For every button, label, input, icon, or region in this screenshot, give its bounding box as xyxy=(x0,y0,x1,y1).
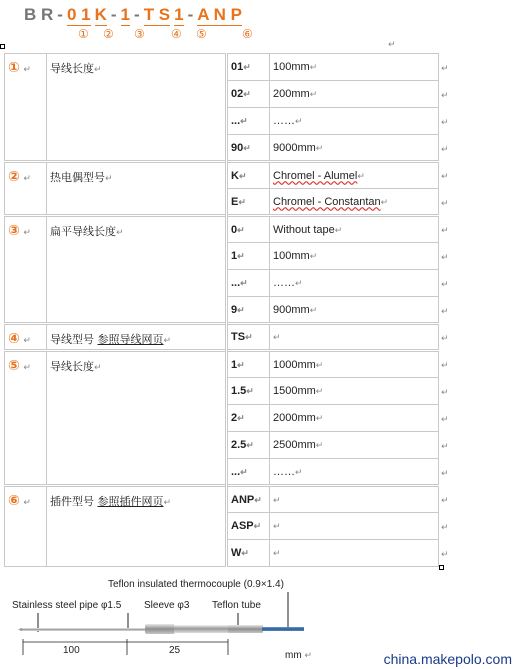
marker-1: ① xyxy=(78,27,89,41)
code-part: 1 xyxy=(174,5,184,24)
option-code: ... xyxy=(231,465,241,478)
return-mark: ↵ xyxy=(441,468,449,479)
option-code-cell xyxy=(227,243,270,270)
option-value-cell xyxy=(270,162,439,189)
return-mark: ↵ xyxy=(441,225,449,236)
return-mark: ↵ xyxy=(295,116,303,126)
option-value-cell xyxy=(270,351,439,378)
option-code: 2.5 xyxy=(231,439,247,451)
option-value: 2000mm xyxy=(273,412,316,424)
steel-pipe xyxy=(20,628,146,631)
table-row xyxy=(5,351,442,378)
option-code: K xyxy=(231,169,239,182)
code-part: B R xyxy=(24,5,54,24)
option-code-cell xyxy=(227,81,270,108)
return-mark: ↵ xyxy=(441,144,449,155)
return-mark: ↵ xyxy=(441,360,449,371)
position-markers xyxy=(0,27,518,43)
reference-link[interactable]: 参照插件网页 xyxy=(97,495,164,508)
option-value-cell xyxy=(270,459,439,486)
return-mark: ↵ xyxy=(116,228,124,238)
option-code-cell xyxy=(227,459,270,486)
option-code: 01 xyxy=(231,61,244,73)
option-value: Without tape xyxy=(273,223,335,236)
return-mark: ↵ xyxy=(315,413,324,423)
return-mark: ↵ xyxy=(441,495,449,506)
option-code: 1 xyxy=(231,250,238,262)
spec-table xyxy=(4,53,449,567)
group-description: 热电偶型号 xyxy=(50,171,105,184)
option-value: …… xyxy=(273,465,295,478)
group-marker-cell xyxy=(5,351,47,486)
option-value-cell xyxy=(270,432,439,459)
return-mark: ↵ xyxy=(237,413,245,423)
option-code: TS xyxy=(231,331,246,343)
code-part: 1 xyxy=(120,5,131,24)
return-mark: ↵ xyxy=(163,498,172,508)
return-mark: ↵ xyxy=(237,359,245,370)
group-marker-cell xyxy=(5,216,47,324)
option-value-cell xyxy=(270,378,439,405)
option-value: 900mm xyxy=(273,303,310,316)
row-end-mark-cell xyxy=(439,270,449,297)
return-mark: ↵ xyxy=(238,170,247,181)
return-mark: ↵ xyxy=(254,494,262,505)
return-mark: ↵ xyxy=(309,62,318,72)
option-value: 2500mm xyxy=(273,439,316,451)
return-mark: ↵ xyxy=(237,251,245,261)
option-value: 200mm xyxy=(273,88,310,100)
sleeve-end xyxy=(228,625,263,633)
group-marker-cell xyxy=(5,162,47,216)
return-mark: ↵ xyxy=(23,174,31,184)
group-description-cell xyxy=(47,162,227,216)
return-mark: ↵ xyxy=(246,386,254,396)
table-row xyxy=(5,486,442,513)
return-mark: ↵ xyxy=(295,278,303,288)
return-mark: ↵ xyxy=(94,363,102,373)
dimension-25: 25 xyxy=(169,645,181,656)
option-code: 9 xyxy=(231,303,238,316)
option-code-cell xyxy=(227,108,270,135)
return-mark: ↵ xyxy=(295,466,303,477)
option-code-cell xyxy=(227,540,270,567)
option-code-cell xyxy=(227,216,270,243)
return-mark: ↵ xyxy=(245,332,253,342)
row-end-mark-cell xyxy=(439,108,449,135)
watermark: china.makepolo.com xyxy=(383,651,512,667)
return-mark: ↵ xyxy=(240,278,248,288)
option-value: 100mm xyxy=(273,250,310,262)
option-code: 0 xyxy=(231,223,238,236)
group-description: 导线长度 xyxy=(50,360,94,373)
option-code: 02 xyxy=(231,88,244,100)
option-value: 1500mm xyxy=(273,385,316,397)
return-mark: ↵ xyxy=(441,63,449,74)
return-mark: ↵ xyxy=(23,336,31,346)
option-value-cell xyxy=(270,540,439,567)
marker-2: ② xyxy=(103,27,114,41)
option-code: ... xyxy=(231,277,241,289)
group-description: 扁平导线长度 xyxy=(50,225,116,238)
return-mark: ↵ xyxy=(309,89,318,99)
option-code-cell xyxy=(227,351,270,378)
return-mark: ↵ xyxy=(441,414,449,425)
group-marker: ⑥ xyxy=(8,493,20,509)
option-value-cell xyxy=(270,297,439,324)
return-mark: ↵ xyxy=(441,279,449,290)
return-mark: ↵ xyxy=(441,171,449,182)
option-code: 1.5 xyxy=(231,385,247,397)
return-mark: ↵ xyxy=(23,498,31,508)
return-mark: ↵ xyxy=(315,386,324,396)
return-mark: ↵ xyxy=(273,494,281,505)
table-row xyxy=(5,216,442,243)
table-row xyxy=(5,324,442,351)
return-mark: ↵ xyxy=(441,90,449,101)
option-value-cell xyxy=(270,81,439,108)
code-part: K xyxy=(94,5,107,24)
row-end-mark-cell xyxy=(439,405,449,432)
return-mark: ↵ xyxy=(309,251,318,261)
option-code-cell xyxy=(227,378,270,405)
reference-link[interactable]: 参照导线网页 xyxy=(97,333,164,346)
row-end-mark-cell xyxy=(439,513,449,540)
option-code: 90 xyxy=(231,141,244,154)
return-mark: ↵ xyxy=(23,363,31,373)
return-mark: ↵ xyxy=(315,142,324,153)
group-marker: ⑤ xyxy=(8,358,20,374)
model-code-title xyxy=(22,5,244,26)
return-mark: ↵ xyxy=(94,65,102,75)
option-code: 2 xyxy=(231,412,238,424)
option-code-cell xyxy=(227,297,270,324)
option-value: …… xyxy=(273,115,295,127)
return-mark: ↵ xyxy=(23,228,31,238)
row-end-mark-cell xyxy=(439,54,449,81)
group-marker: ② xyxy=(8,169,20,185)
return-mark: ↵ xyxy=(23,65,31,75)
option-code: 1 xyxy=(231,358,238,371)
option-value: Chromel - Constantan xyxy=(273,195,381,208)
group-description: 插件型号 xyxy=(50,495,98,508)
option-code: ASP xyxy=(231,520,254,532)
group-marker-cell xyxy=(5,486,47,567)
return-mark: ↵ xyxy=(273,332,281,342)
marker-6: ⑥ xyxy=(242,27,253,41)
group-description-cell xyxy=(47,324,227,351)
sleeve-tube xyxy=(174,625,229,633)
option-value: …… xyxy=(273,277,295,289)
group-description: 导线长度 xyxy=(50,62,94,75)
row-end-mark-cell xyxy=(439,540,449,567)
code-part: - xyxy=(134,5,140,24)
option-code-cell xyxy=(227,270,270,297)
option-value-cell xyxy=(270,189,439,216)
option-code-cell xyxy=(227,405,270,432)
option-value-cell xyxy=(270,216,439,243)
option-code-cell xyxy=(227,513,270,540)
return-mark: ↵ xyxy=(441,333,449,344)
row-end-mark-cell xyxy=(439,378,449,405)
return-mark: ↵ xyxy=(315,359,324,370)
row-end-mark-cell xyxy=(439,297,449,324)
row-end-mark-cell xyxy=(439,459,449,486)
option-code-cell xyxy=(227,135,270,162)
table-row xyxy=(5,54,442,81)
option-code-cell xyxy=(227,162,270,189)
unit-label: mm ↵ xyxy=(285,650,312,661)
group-description-cell xyxy=(47,216,227,324)
option-code-cell xyxy=(227,486,270,513)
option-value-cell xyxy=(270,405,439,432)
option-code: E xyxy=(231,195,239,208)
group-description-cell xyxy=(47,351,227,486)
code-part: - xyxy=(110,5,117,24)
return-mark: ↵ xyxy=(441,522,449,533)
marker-4: ④ xyxy=(171,27,182,41)
row-end-mark-cell xyxy=(439,324,449,351)
table-handle-icon[interactable] xyxy=(0,44,5,49)
paragraph-mark: ↵ xyxy=(388,40,396,50)
row-end-mark-cell xyxy=(439,351,449,378)
group-description-cell xyxy=(47,54,227,162)
marker-3: ③ xyxy=(134,27,145,41)
return-mark: ↵ xyxy=(253,521,262,531)
sleeve-body xyxy=(145,624,175,634)
code-part: A N P xyxy=(197,5,242,24)
option-code-cell xyxy=(227,189,270,216)
marker-5: ⑤ xyxy=(196,27,207,41)
group-marker: ① xyxy=(8,60,20,76)
row-end-mark-cell xyxy=(439,243,449,270)
option-code-cell xyxy=(227,324,270,351)
row-end-mark-cell xyxy=(439,135,449,162)
option-code-cell xyxy=(227,432,270,459)
option-value-cell xyxy=(270,135,439,162)
row-end-mark-cell xyxy=(439,162,449,189)
return-mark: ↵ xyxy=(380,196,389,207)
option-value-cell xyxy=(270,54,439,81)
option-value-cell xyxy=(270,243,439,270)
return-mark: ↵ xyxy=(240,116,248,126)
return-mark: ↵ xyxy=(243,89,251,99)
return-mark: ↵ xyxy=(441,387,449,398)
row-end-mark-cell xyxy=(439,432,449,459)
group-description-cell xyxy=(47,486,227,567)
return-mark: ↵ xyxy=(441,441,449,452)
return-mark: ↵ xyxy=(238,196,246,207)
option-value: 9000mm xyxy=(273,141,316,154)
return-mark: ↵ xyxy=(441,252,449,263)
option-value-cell xyxy=(270,513,439,540)
code-part: - xyxy=(187,5,194,24)
row-end-mark-cell xyxy=(439,189,449,216)
option-value: 1000mm xyxy=(273,358,316,371)
return-mark: ↵ xyxy=(237,224,245,235)
teflon-wire xyxy=(262,627,304,631)
row-end-mark-cell xyxy=(439,486,449,513)
table-row xyxy=(5,162,442,189)
group-marker-cell xyxy=(5,324,47,351)
option-value: Chromel - Alumel xyxy=(273,169,358,182)
group-marker: ④ xyxy=(8,331,20,347)
return-mark: ↵ xyxy=(273,521,281,531)
return-mark: ↵ xyxy=(243,62,251,72)
return-mark: ↵ xyxy=(273,548,281,558)
code-part: T S xyxy=(143,5,171,24)
option-code: W xyxy=(231,547,242,559)
return-mark: ↵ xyxy=(240,466,248,477)
return-mark: ↵ xyxy=(441,549,449,560)
return-mark: ↵ xyxy=(334,224,343,235)
return-mark: ↵ xyxy=(357,170,365,181)
group-marker: ③ xyxy=(8,223,20,239)
sleeve-label: Sleeve φ3 xyxy=(144,600,190,611)
option-code-cell xyxy=(227,54,270,81)
return-mark: ↵ xyxy=(105,174,113,184)
row-end-mark-cell xyxy=(439,216,449,243)
return-mark: ↵ xyxy=(241,548,249,558)
option-value-cell xyxy=(270,486,439,513)
return-mark: ↵ xyxy=(441,306,449,317)
option-value-cell xyxy=(270,324,439,351)
row-end-mark-cell xyxy=(439,81,449,108)
group-description: 导线型号 xyxy=(50,333,98,346)
code-part: - xyxy=(57,5,63,24)
group-marker-cell xyxy=(5,54,47,162)
return-mark: ↵ xyxy=(163,336,172,346)
return-mark: ↵ xyxy=(309,304,318,315)
return-mark: ↵ xyxy=(315,440,324,450)
steel-pipe-label: Stainless steel pipe φ1.5 xyxy=(12,600,122,611)
option-code: ANP xyxy=(231,493,255,506)
teflon-tube-label: Teflon tube xyxy=(212,600,261,611)
return-mark: ↵ xyxy=(243,142,251,153)
option-value-cell xyxy=(270,270,439,297)
return-mark: ↵ xyxy=(246,440,254,450)
option-value-cell xyxy=(270,108,439,135)
return-mark: ↵ xyxy=(441,117,449,128)
return-mark: ↵ xyxy=(237,304,245,315)
return-mark: ↵ xyxy=(441,198,449,209)
code-part: 0 1 xyxy=(66,5,91,24)
dimension-100: 100 xyxy=(63,645,80,656)
option-code: ... xyxy=(231,115,241,127)
option-value: 100mm xyxy=(273,61,310,73)
teflon-thermocouple-label: Teflon insulated thermocouple (0.9×1.4) xyxy=(108,579,284,590)
